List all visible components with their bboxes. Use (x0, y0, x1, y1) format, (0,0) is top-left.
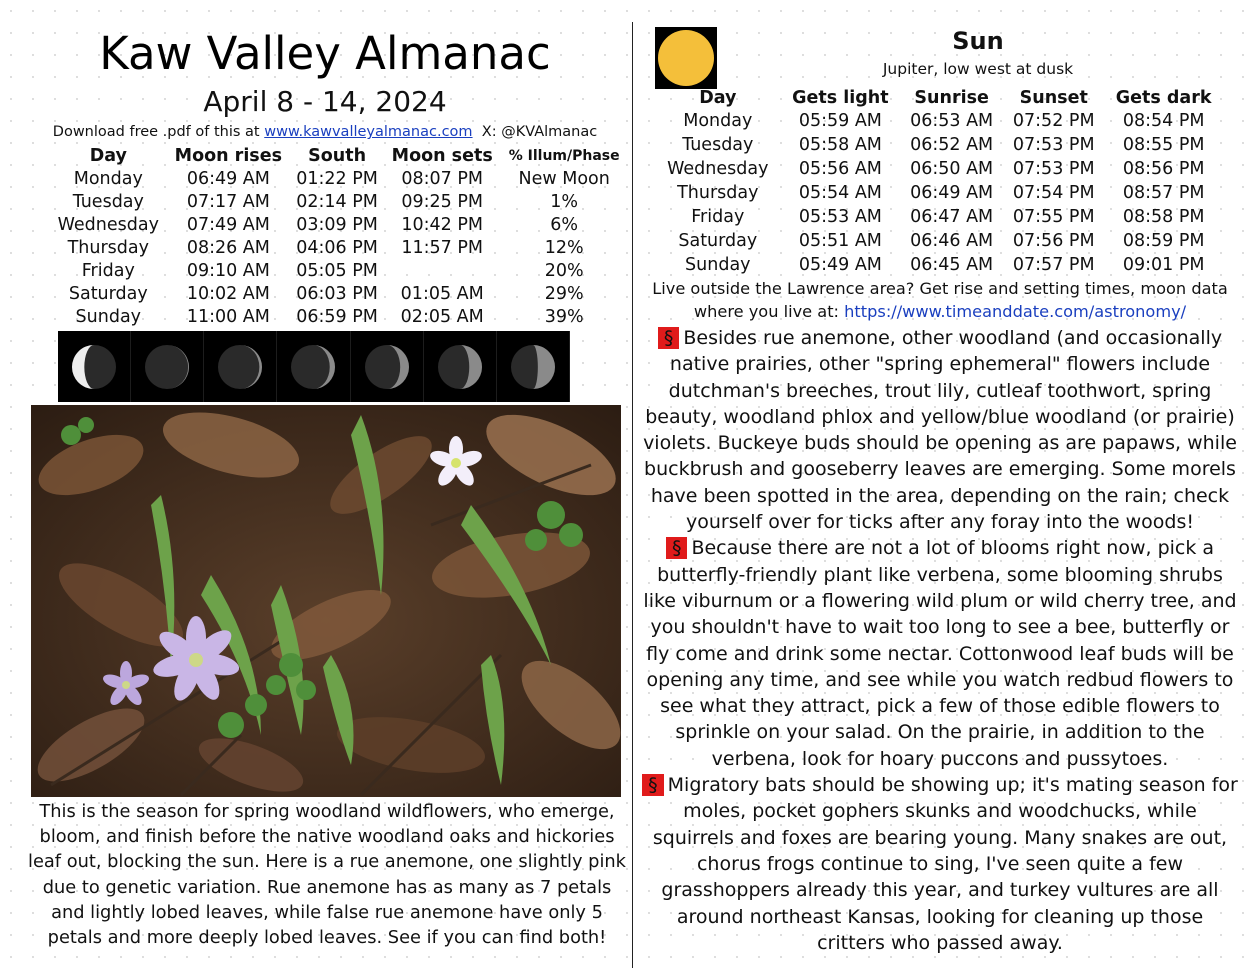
table-row (655, 253, 1223, 277)
paragraph (640, 772, 1240, 956)
table-cell: 02:14 PM (296, 191, 378, 212)
moon-phase-icon (142, 342, 192, 392)
download-prefix: Download free .pdf of this at (52, 124, 265, 140)
moon-phase-icon (435, 342, 485, 392)
table-cell: 05:49 AM (798, 255, 882, 275)
table-cell: 29% (544, 283, 584, 304)
moon-phase-cell (424, 331, 497, 402)
table-cell: Thursday (677, 183, 759, 203)
rue-anemone-photo (31, 405, 621, 797)
column-header: Day (89, 146, 127, 166)
paragraph-text: Besides rue anemone, other woodland (and occasionally native prairies, other "spring ephemeral" flowers include dutchman's breeches, trout lily, cutleaf toothwort, spring beauty, woodland phlox and yellow/blue woodland (or prairie) violets. Buckeye buds should be opening as are papaws, while buckbrush and gooseberry leaves are emerging. Some morels have been spotted in the area, depending on the rain; check yourself over for ticks after any foray into the woods! (643, 327, 1237, 534)
table-cell: 06:03 PM (296, 283, 378, 304)
moon-phase-cell (351, 331, 424, 402)
table-cell: 20% (544, 260, 584, 281)
table-cell: 08:59 PM (1122, 231, 1205, 251)
table-row (655, 205, 1223, 229)
table-cell: 11:00 AM (186, 306, 270, 327)
table-cell: 06:52 AM (910, 135, 994, 155)
moon-table (50, 145, 628, 328)
table-cell: 02:05 AM (400, 306, 484, 327)
table-cell: 06:45 AM (910, 255, 994, 275)
table-cell: 07:17 AM (186, 191, 270, 212)
moon-phase-icon (215, 342, 265, 392)
section-marker-icon: § (642, 774, 664, 796)
table-cell: Wednesday (57, 214, 159, 235)
table-cell: Tuesday (682, 135, 754, 155)
table-cell: 07:52 PM (1012, 111, 1095, 131)
table-row (50, 236, 628, 259)
download-line (0, 123, 650, 141)
column-header: Day (699, 88, 737, 108)
table-cell: Monday (73, 168, 143, 189)
table-row (50, 259, 628, 282)
moon-phase-cell (204, 331, 277, 402)
moon-phase-cell (58, 331, 131, 402)
table-cell: Monday (683, 111, 753, 131)
sun-table (655, 87, 1223, 277)
table-cell: Friday (81, 260, 135, 281)
table-cell: 05:59 AM (798, 111, 882, 131)
table-cell: 04:06 PM (296, 237, 378, 258)
table-row (50, 190, 628, 213)
table-cell (384, 259, 500, 282)
table-cell: 09:01 PM (1122, 255, 1205, 275)
table-cell: Saturday (678, 231, 758, 251)
column-header: Sunset (1019, 88, 1088, 108)
table-cell: 08:54 PM (1122, 111, 1205, 131)
table-cell: 08:07 PM (401, 168, 484, 189)
table-cell: Sunday (75, 306, 142, 327)
table-row (655, 229, 1223, 253)
table-row (50, 282, 628, 305)
table-cell: 07:55 PM (1012, 207, 1095, 227)
column-header: South (308, 146, 367, 166)
table-row (50, 213, 628, 236)
table-cell: 03:09 PM (296, 214, 378, 235)
table-cell: 6% (550, 214, 579, 235)
table-cell: 09:10 AM (186, 260, 270, 281)
table-cell: 06:46 AM (910, 231, 994, 251)
column-divider (632, 22, 633, 968)
table-row (50, 305, 628, 328)
moon-phase-icon (69, 342, 119, 392)
table-cell: 05:58 AM (798, 135, 882, 155)
table-cell: Friday (691, 207, 745, 227)
paragraph (640, 325, 1240, 535)
table-cell: 10:02 AM (186, 283, 270, 304)
paragraph (640, 535, 1240, 772)
column-header: Moon rises (174, 146, 283, 166)
table-cell: 12% (544, 237, 584, 258)
sun-title: Sun (952, 27, 1004, 55)
table-cell: 08:57 PM (1122, 183, 1205, 203)
social-handle: X: @KVAlmanac (481, 124, 598, 140)
table-cell: 06:49 AM (186, 168, 270, 189)
table-cell: Tuesday (72, 191, 144, 212)
website-link[interactable]: www.kawvalleyalmanac.com (264, 124, 473, 140)
table-cell: New Moon (518, 168, 610, 189)
moon-phase-cell (497, 331, 570, 402)
table-cell: 07:56 PM (1012, 231, 1095, 251)
table-cell: 08:55 PM (1122, 135, 1205, 155)
table-row (655, 133, 1223, 157)
timeanddate-link[interactable]: https://www.timeanddate.com/astronomy/ (844, 302, 1187, 321)
live-outside-note (640, 277, 1240, 323)
article-body (640, 325, 1240, 956)
table-row (655, 157, 1223, 181)
paragraph-text: Migratory bats should be showing up; it's mating season for moles, pocket gophers skunks and woodchucks, while squirrels and foxes are bearing young. Many snakes are out, chorus frogs continue to sing, I've seen quite a few grasshoppers already this year, and turkey vultures are all around northeast Kansas, looking for cleaning up those critters who passed away. (652, 774, 1238, 954)
table-cell: Saturday (68, 283, 148, 304)
table-cell: 06:49 AM (910, 183, 994, 203)
table-row (655, 181, 1223, 205)
sun-subtitle: Jupiter, low west at dusk (882, 60, 1074, 78)
table-cell: 1% (550, 191, 579, 212)
table-cell: 07:53 PM (1012, 135, 1095, 155)
table-cell: 05:53 AM (798, 207, 882, 227)
table-row (50, 167, 628, 190)
table-cell: 05:05 PM (296, 260, 378, 281)
table-cell: 11:57 PM (401, 237, 484, 258)
table-row (655, 109, 1223, 133)
table-cell: 01:05 AM (400, 283, 484, 304)
sun-table-header (655, 87, 1223, 109)
table-cell: 08:58 PM (1122, 207, 1205, 227)
column-header: Moon sets (391, 146, 493, 166)
section-marker-icon: § (658, 327, 680, 349)
moon-phase-icon (508, 342, 558, 392)
table-cell: 06:50 AM (910, 159, 994, 179)
moon-phase-strip (58, 331, 570, 402)
column-header: Gets light (792, 88, 889, 108)
column-header: Sunrise (914, 88, 989, 108)
page-title: Kaw Valley Almanac (99, 27, 551, 80)
table-cell: 05:51 AM (798, 231, 882, 251)
moon-phase-cell (131, 331, 204, 402)
paragraph-text: Because there are not a lot of blooms right now, pick a butterfly-friendly plant like verbena, some blooming shrubs like viburnum or a flowering wild plum or wild cherry tree, and you shouldn't have to wait too long to see a bee, butterfly or fly come and drink some nectar. Cottonwood leaf buds will be opening any time, and see while you watch redbud flowers to see what they attract, pick a few of those edible flowers to sprinkle on your salad. On the prairie, in addition to the verbena, look for hoary puccons and pussytoes. (643, 537, 1237, 770)
table-cell: 07:53 PM (1012, 159, 1095, 179)
table-cell: 09:25 PM (401, 191, 484, 212)
photo-caption: This is the season for spring woodland wildflowers, who emerge, bloom, and finish before the native woodland oaks and hickories leaf out, blocking the sun. Here is a rue anemone, one slightly pink due to genetic variation. Rue anemone has as many as 7 petals and lightly lobed leaves, while false rue anemone have only 5 petals and more deeply lobed leaves. See if you can find both! (28, 801, 626, 949)
photo-illustration (31, 405, 621, 797)
moon-phase-icon (288, 342, 338, 392)
table-cell: 05:54 AM (798, 183, 882, 203)
moon-phase-cell (277, 331, 350, 402)
live-outside-text: Live outside the Lawrence area? Get rise and setting times, moon data where you live at: (652, 279, 1228, 321)
table-cell: 08:26 AM (186, 237, 270, 258)
moon-phase-icon (362, 342, 412, 392)
table-cell: 06:59 PM (296, 306, 378, 327)
table-cell: Wednesday (667, 159, 769, 179)
date-range: April 8 - 14, 2024 (203, 85, 447, 118)
table-cell: 07:54 PM (1012, 183, 1095, 203)
moon-table-header (50, 145, 628, 167)
section-marker-icon: § (666, 537, 688, 559)
table-cell: Thursday (67, 237, 149, 258)
table-cell: 07:57 PM (1012, 255, 1095, 275)
table-cell: 39% (544, 306, 584, 327)
table-cell: 08:56 PM (1122, 159, 1205, 179)
column-header: % Illum/Phase (508, 148, 620, 164)
table-cell: 07:49 AM (186, 214, 270, 235)
table-cell: Sunday (685, 255, 751, 275)
table-cell: 06:47 AM (910, 207, 994, 227)
column-header: Gets dark (1115, 88, 1212, 108)
table-cell: 10:42 PM (401, 214, 484, 235)
table-cell: 01:22 PM (296, 168, 378, 189)
table-cell: 05:56 AM (798, 159, 882, 179)
table-cell: 06:53 AM (910, 111, 994, 131)
